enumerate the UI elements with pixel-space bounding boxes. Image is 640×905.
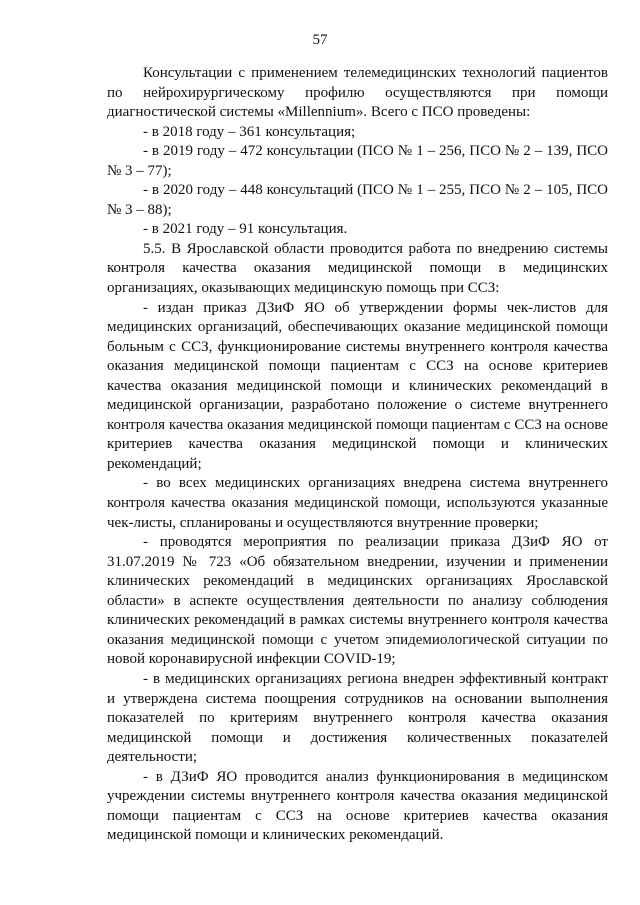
list-item-effective-contract: - в медицинских организациях региона внедрен эффективный контракт и утверждена система поощрения сотрудников на основании выполнения показателей по критериям внутреннего контроля качества оказания медицинской помощи и достижения количественных показателей деятельности; xyxy=(107,670,608,766)
list-item-internal-control: - во всех медицинских организациях внедрена система внутреннего контроля качества оказания медицинской помощи, используются указанные чек-листы, спланированы и осуществляются внутренние проверки; xyxy=(107,475,608,531)
list-item-2020: - в 2020 году – 448 консультаций (ПСО № 1 – 255, ПСО № 2 – 105, ПСО № 3 – 88); xyxy=(107,182,608,218)
list-item-analysis: - в ДЗиФ ЯО проводится анализ функционирования в медицинском учреждении системы внутреннего контроля качества оказания медицинской помощи пациентам с ССЗ на основе критериев качества оказания медицинской помощи и клинических рекомендаций. xyxy=(107,768,608,844)
list-item-2019: - в 2019 году – 472 консультации (ПСО № 1 – 256, ПСО № 2 – 139, ПСО № 3 – 77); xyxy=(107,143,608,179)
list-item-2021: - в 2021 году – 91 консультация. xyxy=(143,221,348,238)
page-number: 57 xyxy=(312,32,328,48)
paragraph-section-5-5: 5.5. В Ярославской области проводится работа по внедрению системы контроля качества оказания медицинской помощи в медицинских организациях, оказывающих медицинскую помощь при ССЗ: xyxy=(107,240,608,297)
paragraph-telemedicine-intro: Консультации с применением телемедицинских технологий пациентов по нейрохирургическому профилю осуществляются при помощи диагностической системы «Millennium». Всего с ПСО проведены: xyxy=(107,65,608,121)
list-item-order-checklists: - издан приказ ДЗиФ ЯО об утверждении формы чек-листов для медицинских организаций, обеспечивающих оказание медицинской помощи больным с ССЗ, функционирование системы внутреннего контроля качества оказания медицинской помощи пациентам с ССЗ на основе критериев качества оказания медицинской помощи и клинических рекомендаций в медицинской организации, разработано положение о системе внутреннего контроля качества оказания медицинской помощи пациентам с ССЗ на основе критериев качества оказания медицинской помощи и клинических рекомендаций; xyxy=(107,299,608,472)
document-body xyxy=(107,64,608,846)
list-item-order-723: - проводятся мероприятия по реализации приказа ДЗиФ ЯО от 31.07.2019 № 723 «Об обязательном внедрении, изучении и применении клинических рекомендаций в медицинских организациях Ярославской области» в аспекте осуществления деятельности по анализу соблюдения клинических рекомендаций в рамках системы внутреннего контроля качества оказания медицинской помощи с учетом эпидемиологической ситуации по новой коронавирусной инфекции COVID-19; xyxy=(107,534,608,668)
list-item-2018: - в 2018 году – 361 консультация; xyxy=(143,123,356,140)
